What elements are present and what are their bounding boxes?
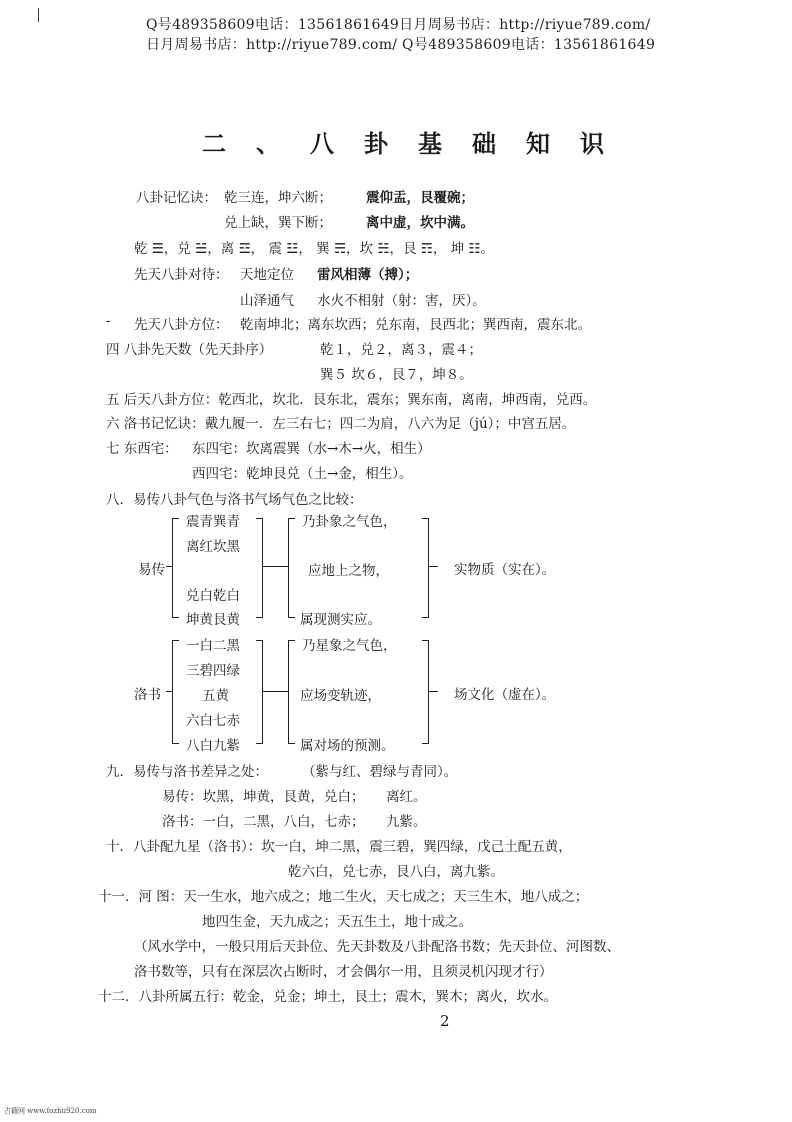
s8-title: 八．易传八卦气色与洛书气场气色之比较： xyxy=(106,492,363,508)
s3-dot: - xyxy=(106,313,111,329)
yizhuan-result: 实物质（实在）。 xyxy=(454,562,556,578)
luoshu-item-1: 一白二黑 xyxy=(186,638,240,654)
s9-a: 易传：坎黑，坤黄，艮黄，兑白； xyxy=(162,789,365,805)
s11-a: 十一．河 图：天一生水，地六成之；地二生火，天七成之；天三生木，地八成之； xyxy=(98,889,589,905)
luoshu-mid-left-bracket xyxy=(288,640,295,744)
page-number: 2 xyxy=(440,1012,450,1030)
s9-label: 九．易传与洛书差异之处： xyxy=(106,764,268,780)
s2-d: 水火不相射（射：害，厌）。 xyxy=(317,293,486,309)
s7-a: 东四宅：坎离震巽（水→木→火，相生） xyxy=(192,441,431,457)
yizhuan-mid-left-bracket xyxy=(288,518,295,618)
s9-note: （紫与红、碧绿与青同）。 xyxy=(302,764,458,780)
luoshu-mid-right-bracket xyxy=(422,640,429,744)
s1-c: 兑上缺，巽下断； xyxy=(224,215,332,231)
yizhuan-label: 易传 xyxy=(138,562,165,578)
s6-text: 六 洛书记忆诀：戴九履一．左三右七；四二为肩，八六为足（jú）；中宫五居。 xyxy=(106,416,576,432)
s7-b: 西四宅：乾坤艮兑（土→金，相生）。 xyxy=(192,466,413,482)
yizhuan-item-3: 兑白乾白 xyxy=(186,588,240,604)
s1-d: 离中虚，坎中满。 xyxy=(366,215,474,231)
luoshu-connector xyxy=(262,691,288,692)
s9-b: 洛书：一白，二黑，八白，七赤； xyxy=(162,814,365,830)
luoshu-right-bracket xyxy=(256,640,263,744)
s2-c: 山泽通气 xyxy=(240,293,294,309)
s2-b: 雷风相薄（搏）； xyxy=(317,267,419,283)
yizhuan-left-bracket xyxy=(172,518,179,618)
luoshu-result: 场文化（虚在）。 xyxy=(454,687,556,703)
luoshu-left-bracket xyxy=(172,640,179,744)
header-line-2: 日月周易书店：http://riyue789.com/ Q号489358609电话：13561861649 xyxy=(146,37,656,53)
yizhuan-left-tick xyxy=(166,566,173,567)
s12-text: 十二．八卦所属五行：乾金，兑金；坤土，艮土；震木，巽木；离火，坎水。 xyxy=(98,989,557,1005)
luoshu-mid-2: 应场变轨迹， xyxy=(300,688,381,704)
s9-a2: 离红。 xyxy=(386,789,427,805)
s10-b: 乾六白，兑七赤，艮八白，离九紫。 xyxy=(288,864,504,880)
s4-label: 四 八卦先天数（先天卦序） xyxy=(106,342,273,358)
yizhuan-item-1: 震青巽青 xyxy=(186,514,240,530)
yizhuan-mid-right-bracket xyxy=(422,518,429,618)
footer-watermark: 古籍网 www.fozhu920.com xyxy=(4,1107,97,1115)
yizhuan-connector xyxy=(262,566,288,567)
luoshu-label: 洛书 xyxy=(134,687,161,703)
s1-label: 八卦记忆诀： xyxy=(136,190,217,206)
s10-a: 十．八卦配九星（洛书）：坎一白，坤二黑，震三碧，巽四绿，戊己土配五黄， xyxy=(106,839,572,855)
s1-b: 震仰盂，艮覆碗； xyxy=(366,190,474,206)
s11-c: （风水学中，一般只用后天卦位、先天卦数及八卦配洛书数；先天卦位、河图数、 xyxy=(134,939,620,955)
yizhuan-mid-2: 应地上之物， xyxy=(308,563,389,579)
s11-b: 地四生金，天九成之；天五生土，地十成之。 xyxy=(202,914,472,930)
luoshu-item-3: 五黄 xyxy=(202,688,229,704)
yizhuan-mid-3: 属现测实应。 xyxy=(300,612,381,628)
luoshu-left-tick xyxy=(166,691,173,692)
s2-a: 天地定位 xyxy=(240,267,294,283)
s7-label: 七 东西宅： xyxy=(106,441,178,457)
s3-label: 先天八卦方位： xyxy=(134,317,229,333)
yizhuan-item-4: 坤黄艮黄 xyxy=(186,612,240,628)
corner-mark xyxy=(38,8,39,22)
s2-label: 先天八卦对待： xyxy=(134,267,229,283)
yizhuan-item-2: 离红坎黑 xyxy=(186,539,240,555)
page-title: 二、八卦基础知识 xyxy=(202,129,634,158)
yizhuan-mid-1: 乃卦象之气色， xyxy=(302,514,397,530)
luoshu-item-5: 八白九紫 xyxy=(186,738,240,754)
s11-d: 洛书数等，只有在深层次占断时，才会偶尔一用，且须灵机闪现才行） xyxy=(134,964,553,980)
header-line-1: Q号489358609电话：13561861649日月周易书店：http://riyue789.com/ xyxy=(146,17,651,33)
yizhuan-right-bracket xyxy=(256,518,263,618)
yizhuan-result-tick xyxy=(428,566,438,567)
luoshu-mid-3: 属对场的预测。 xyxy=(300,738,395,754)
s1-a: 乾三连，坤六断； xyxy=(224,190,332,206)
luoshu-item-4: 六白七赤 xyxy=(186,713,240,729)
luoshu-mid-1: 乃星象之气色， xyxy=(302,638,397,654)
luoshu-item-2: 三碧四绿 xyxy=(186,663,240,679)
s4-a: 乾１，兑２，离３，震４； xyxy=(320,342,482,358)
s9-b2: 九紫。 xyxy=(386,814,427,830)
s5-text: 五 后天八卦方位：乾西北，坎北．艮东北，震东；巽东南，离南，坤西南，兑西。 xyxy=(106,392,597,408)
luoshu-result-tick xyxy=(428,691,438,692)
trigram-list: 乾 ☰，兑 ☱，离 ☲， 震 ☳， 巽 ☴，坎 ☵，艮 ☶， 坤 ☷。 xyxy=(134,241,495,257)
s4-b: 巽５ 坎６，艮７，坤８。 xyxy=(320,367,473,383)
s3-text: 乾南坤北；离东坎西；兑东南，艮西北；巽西南，震东北。 xyxy=(240,317,591,333)
